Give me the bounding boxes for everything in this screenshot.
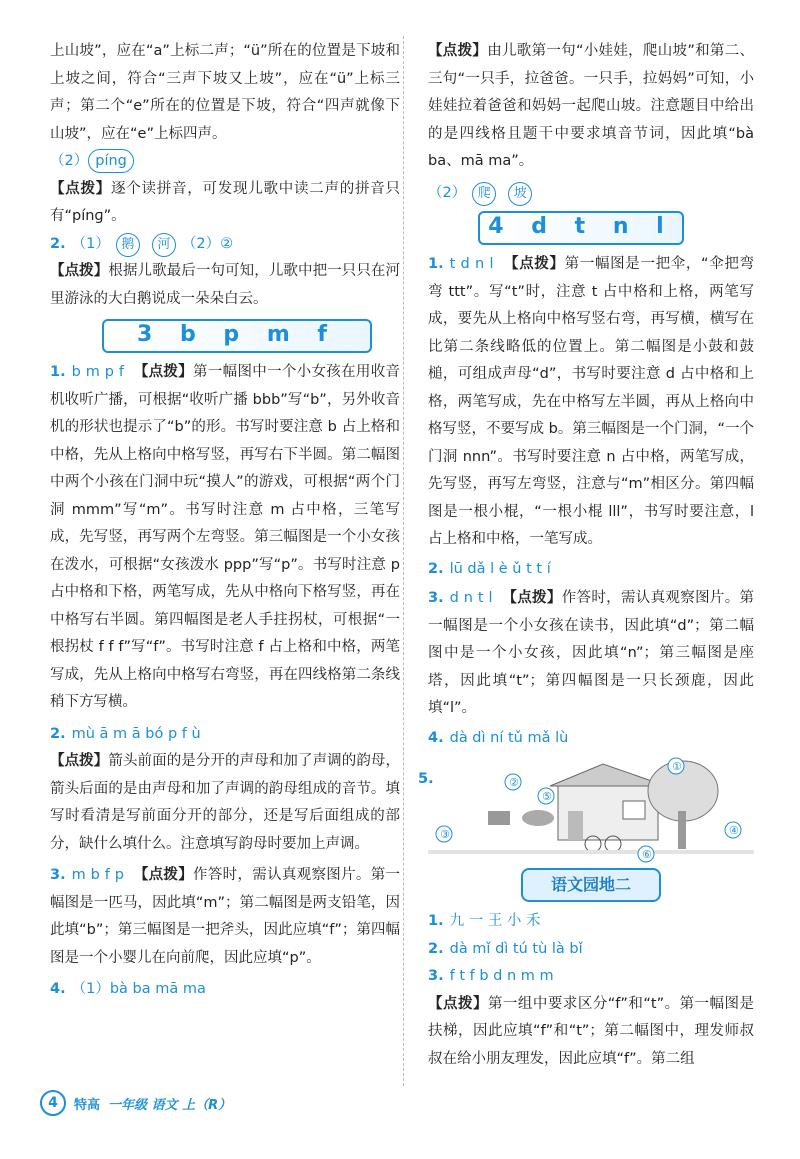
s4-item4: 4. dà dì ní tǔ mǎ lù: [428, 729, 569, 746]
g-item1: 1. 九 一 王 小 禾: [428, 913, 541, 929]
circled-char: 河: [152, 233, 176, 257]
s4-item2: 2. lū dǎ l è ǔ t t í: [428, 560, 551, 577]
section-garden-banner: 语文园地二: [521, 868, 661, 902]
g-item3-tip: 【点拨】第一组中要求区分“f”和“t”。第一幅图是扶梯，因此应填“f”和“t”；第二幅图中，理发师叔叔在给小朋友理发，因此应填“f”。第二组: [428, 995, 754, 1067]
scene-drawing: [428, 756, 754, 866]
s3-item4: 4. （1）bà ba mā ma: [50, 981, 206, 997]
label-2: ②: [509, 776, 519, 789]
page-footer: [40, 1090, 231, 1116]
q2-answer: píng: [88, 149, 134, 173]
circled-char: 鹅: [116, 233, 140, 257]
brand-logo: 特高: [74, 1097, 101, 1113]
scene-illustration: 5. ① ② ③ ④ ⑤ ⑥: [428, 756, 754, 866]
s4-item3: 3. d n t l 【点拨】作答时，需认真观察图片。第一幅图是一个小女孩在读书，因此填“d”；第二幅图中是一个小女孩，因此填“n”；第三幅图是座塔，因此填“t”；第四幅图是一只长颈鹿，因此填“l”。: [428, 590, 755, 716]
left-intro: 上山坡”，应在“a”上标二声；“ü”所在的位置是下坡和上坡之间，符合“三声下坡又上坡”，应在“ü”上标三声；第二个“e”所在的位置是下坡，符合“四声就像下山坡”，应在“e”上标四声。: [50, 43, 400, 142]
q2-tip: 【点拨】逐个读拼音，可发现儿歌中读二声的拼音只有“pínɡ”。: [50, 180, 400, 224]
section-4-banner: 4 d t n l: [478, 211, 684, 245]
column-divider: [403, 36, 404, 1086]
label-3: ③: [440, 828, 450, 841]
label-5: ⑤: [542, 790, 552, 803]
s3-item1: 1. b m p f 【点拨】第一幅图中一个小女孩在用收音机收听广播，可根据“收听广播 bbb”写“b”，另外收音机的形状也提示了“b”的形。书写时要注意 b 占上格和中格，先从上格向中格写竖，再写右下半圆。第二幅图中两个小孩在门洞中玩“摸人”的游戏，可根据“两个门洞 mmm”写“m”。书写时注意 m 占中格，三笔写成，先写竖，再写两个左弯竖。第三幅图是一个小女孩在泼水，可根据“女孩泼水 ppp”写“p”。书写时注意 p 占中格和下格，两笔写成，先从中格向下格写竖，再在中格写右半圆。第四幅图是老人手拄拐杖，可根据“一根拐杖 f f f”写“f”。书写时注意 f 占上格和中格，两笔写成，先从上格向中格写右弯竖，再在四线格第二条线稍下方写横。: [50, 364, 401, 710]
s3-item2-answer: 2. mù ā m ā bó p f ù: [50, 725, 201, 742]
label-1: ①: [672, 760, 682, 773]
donkey: [522, 810, 554, 826]
item2-answer: 2. （1） 鹅 河 （2）②: [50, 231, 400, 259]
right-q2-answer: （2） 爬 坡: [428, 180, 754, 208]
g-item3: 3. f t f b d n m m: [428, 968, 554, 984]
s3-item3: 3. m b f p 【点拨】作答时，需认真观察图片。第一幅图是一匹马，因此填“m”；第二幅图是两支铅笔，因此填“b”；第三幅图是一把斧头，因此应填“f”；第四幅图是一个小婴儿在向前爬，因此应填“p”。: [50, 867, 401, 966]
ground: [428, 850, 754, 854]
door: [568, 811, 583, 840]
right-column: [418, 38, 755, 1073]
g-item2: 2. dà mǐ dì tú tù là bǐ: [428, 940, 583, 957]
page-number: 4: [40, 1090, 66, 1116]
circled-char: 坡: [508, 182, 532, 206]
label-6: ⑥: [642, 848, 652, 861]
footer-title: 一年级 语文 上（R）: [108, 1097, 232, 1113]
section-3-banner: 3 b p m f: [102, 319, 372, 353]
barrel: [488, 811, 510, 825]
roof: [550, 764, 666, 786]
item2-tip: 【点拨】根据儿歌最后一句可知，儿歌中把一只只在河里游泳的大白鹅说成一朵朵白云。: [50, 263, 401, 307]
s3-item2-tip: 【点拨】箭头前面的是分开的声母和加了声调的韵母，箭头后面的是由声母和加了声调的韵母组成的音节。填写时看清是写前面分开的部分，还是写后面组成的部分，缺什么填什么。注意填写韵母时要加上声调。: [50, 753, 401, 852]
s4-item1: 1. t d n l 【点拨】第一幅图是一把伞，“伞把弯弯 ttt”。写“t”时，注意 t 占中格和上格，两笔写成，要先从上格向中格写竖右弯，再写横，横写在比第二条线略低的位置上。第二幅图是小鼓和鼓槌，可组成声母“d”，书写时要注意 d 占中格和上格，两笔写成，先在中格写左半圆，再从上格向中格写竖，不要写成 b。第三幅图是一个门洞，“一个门洞 nnn”。书写时要注意 n 占中格，两笔写成，先写竖，再写左弯竖，注意与“m”相区分。第四幅图是一根小棍，“一根小棍 lll”，书写时要注意，l 占上格和中格，一笔写成。: [428, 256, 755, 547]
left-column: [50, 38, 400, 1004]
tree-trunk: [678, 811, 686, 849]
right-intro-tip: 【点拨】由儿歌第一句“小娃娃，爬山坡”和第二、三句“一只手，拉爸爸。一只手，拉妈妈”可知，小娃娃拉着爸爸和妈妈一起爬山坡。注意题目中给出的是四线格且题干中要求填音节词，因此填“bà ba、mā ma”。: [428, 43, 755, 169]
q2-answer-line: （2） píng: [50, 148, 400, 176]
label-4: ④: [729, 824, 739, 837]
window: [623, 801, 645, 819]
circled-char: 爬: [472, 182, 496, 206]
